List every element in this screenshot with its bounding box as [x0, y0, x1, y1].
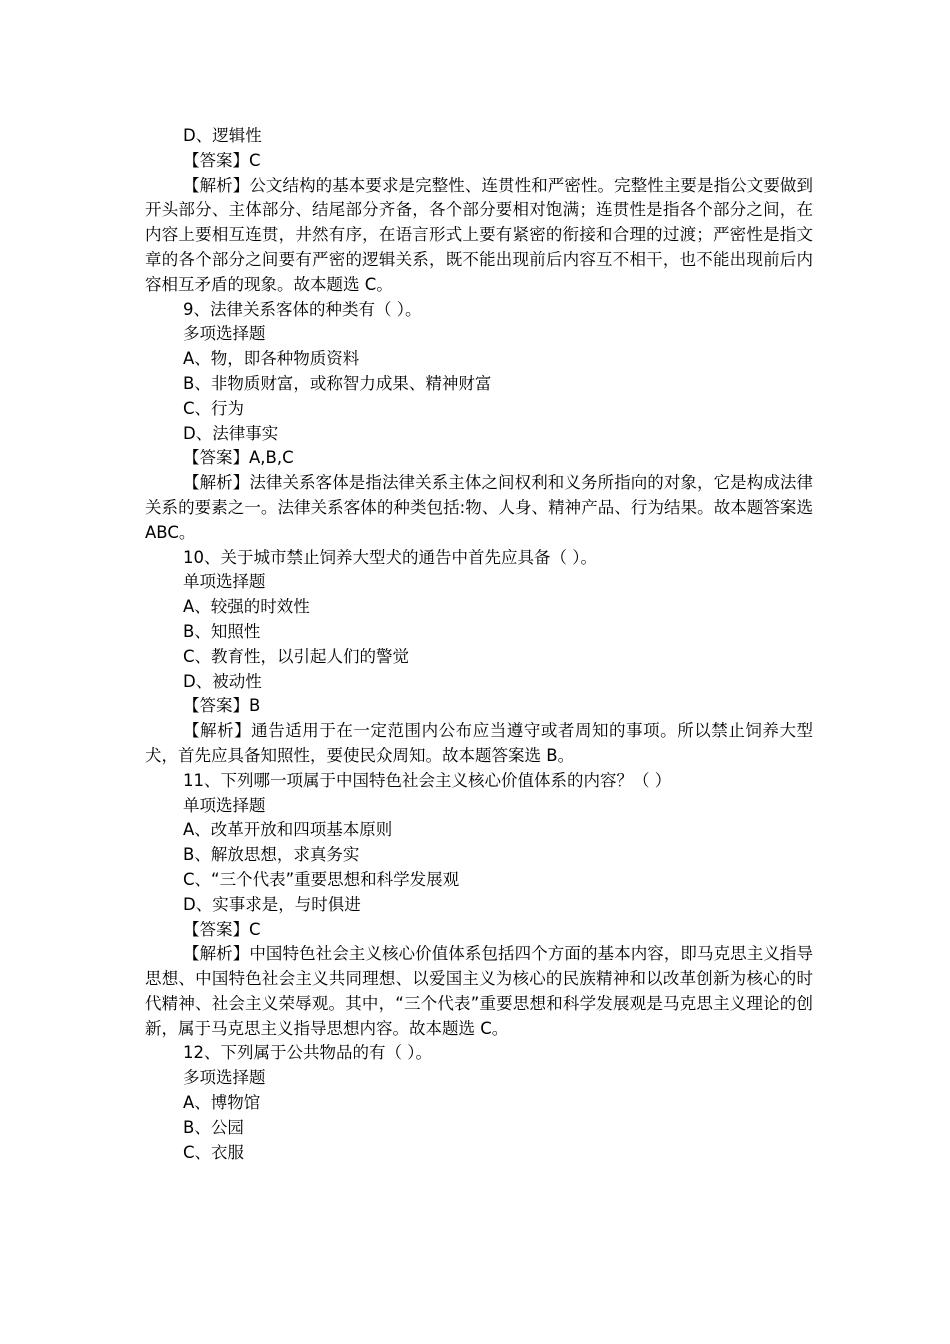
question-type: 单项选择题 [183, 572, 266, 592]
option-d: D、实事求是，与时俱进 [183, 894, 361, 914]
option-b: B、公园 [183, 1117, 244, 1137]
answer: 【答案】C [183, 150, 261, 170]
option-c: C、教育性，以引起人们的警觉 [183, 646, 410, 666]
document-page [145, 124, 813, 1165]
question-11: 11、下列哪一项属于中国特色社会主义核心价值体系的内容？（ ） [183, 770, 672, 790]
question-type: 多项选择题 [183, 1068, 266, 1088]
question-12: 12、下列属于公共物品的有（ ）。 [183, 1043, 432, 1063]
answer: 【答案】B [183, 696, 261, 716]
explanation: 【解析】公文结构的基本要求是完整性、连贯性和严密性。完整性主要是指公文要做到开头部分、主体部分、结尾部分齐备，各个部分要相对饱满；连贯性是指各个部分之间，在内容上要相互连贯，井然有序，在语言形式上要有紧密的衔接和合理的过渡；严密性是指文章的各个部分之间要有严密的逻辑关系，既不能出现前后内容互不相干，也不能出现前后内容相互矛盾的现象。故本题选 C。 [145, 175, 813, 294]
option-b: B、知照性 [183, 621, 261, 641]
option-c: C、行为 [183, 398, 245, 418]
option-b: B、解放思想，求真务实 [183, 845, 360, 865]
question-type: 多项选择题 [183, 324, 266, 344]
option-d: D、法律事实 [183, 423, 279, 443]
option-b: B、非物质财富，或称智力成果、精神财富 [183, 373, 492, 393]
option-a: A、改革开放和四项基本原则 [183, 820, 393, 840]
option-c: C、“三个代表”重要思想和科学发展观 [183, 869, 460, 889]
option-d: D、被动性 [183, 671, 262, 691]
option-c: C、衣服 [183, 1142, 245, 1162]
option-d: D、逻辑性 [183, 126, 262, 145]
option-a: A、较强的时效性 [183, 597, 310, 617]
explanation: 【解析】通告适用于在一定范围内公布应当遵守或者周知的事项。所以禁止饲养大型犬，首先应具备知照性，要使民众周知。故本题答案选 B。 [145, 721, 813, 765]
option-a: A、物，即各种物质资料 [183, 349, 360, 369]
answer: 【答案】A,B,C [183, 448, 294, 468]
question-type: 单项选择题 [183, 795, 266, 815]
explanation: 【解析】中国特色社会主义核心价值体系包括四个方面的基本内容，即马克思主义指导思想、中国特色社会主义共同理想、以爱国主义为核心的民族精神和以改革创新为核心的时代精神、社会主义荣辱观。其中，“三个代表”重要思想和科学发展观是马克思主义理论的创新，属于马克思主义指导思想内容。故本题选 C。 [145, 944, 813, 1038]
answer: 【答案】C [183, 919, 261, 939]
explanation: 【解析】法律关系客体是指法律关系主体之间权利和义务所指向的对象，它是构成法律关系的要素之一。法律关系客体的种类包括:物、人身、精神产品、行为结果。故本题答案选 ABC。 [145, 473, 813, 542]
option-a: A、博物馆 [183, 1093, 261, 1113]
question-10: 10、关于城市禁止饲养大型犬的通告中首先应具备（ ）。 [183, 547, 597, 567]
question-9: 9、法律关系客体的种类有（ ）。 [183, 299, 422, 319]
